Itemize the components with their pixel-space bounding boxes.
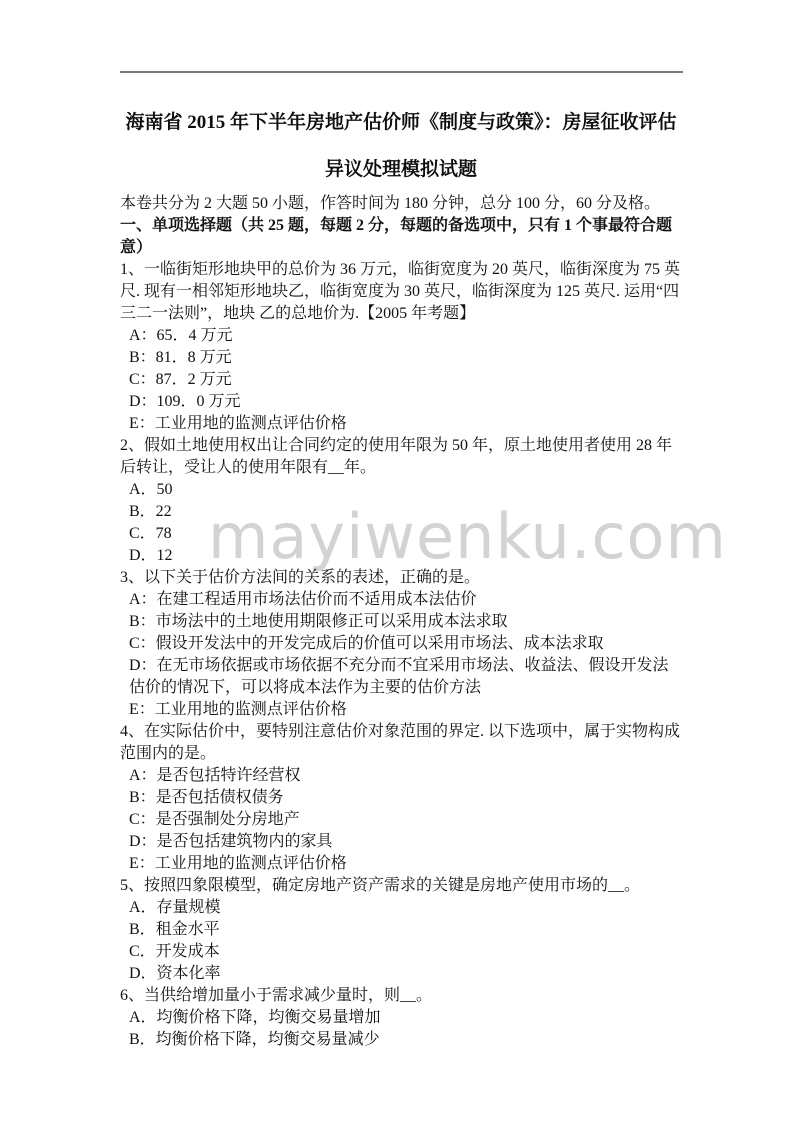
option-line: D．12 xyxy=(129,547,173,564)
question-text: 5、按照四象限模型，确定房地产资产需求的关键是房地产使用市场的__。 xyxy=(120,877,641,894)
option-line: A：在建工程适用市场法估价而不适用成本法估价 xyxy=(129,591,477,608)
question-text: 6、当供给增加量小于需求减少量时，则__。 xyxy=(120,987,433,1004)
document-body xyxy=(120,193,682,1051)
question-text: 2、假如土地使用权出让合同约定的使用年限为 50 年，原土地使用者使用 28 年后转让，受让人的使用年限有__年。 xyxy=(120,437,673,476)
question-text: 1、一临街矩形地块甲的总价为 36 万元，临街宽度为 20 英尺，临街深度为 75 英尺. 现有一相邻矩形地块乙，临街宽度为 30 英尺，临街深度为 125 英尺. 运用“四三二一法则”，地块 乙的总地价为.【2005 年考题】 xyxy=(120,261,681,322)
question-block xyxy=(120,567,682,721)
header-rule xyxy=(120,71,683,73)
exam-intro: 本卷共分为 2 大题 50 小题，作答时间为 180 分钟，总分 100 分，60 分及格。 xyxy=(120,195,661,212)
option-line: E：工业用地的监测点评估价格 xyxy=(129,855,347,872)
option-line: E：工业用地的监测点评估价格 xyxy=(129,701,347,718)
document-title-line2: 异议处理模拟试题 xyxy=(324,159,477,180)
option-line: E：工业用地的监测点评估价格 xyxy=(129,415,347,432)
question-block xyxy=(120,875,682,985)
option-line: C：假设开发法中的开发完成后的价值可以采用市场法、成本法求取 xyxy=(129,635,604,652)
question-block xyxy=(120,259,682,435)
option-line: B．均衡价格下降，均衡交易量减少 xyxy=(129,1031,380,1048)
option-line: A．存量规模 xyxy=(129,899,221,916)
option-line: B．22 xyxy=(129,503,172,520)
document-content xyxy=(120,0,682,1051)
question-block xyxy=(120,985,682,1051)
question-block xyxy=(120,721,682,875)
option-line: B：市场法中的土地使用期限修正可以采用成本法求取 xyxy=(129,613,508,630)
option-line: D．资本化率 xyxy=(129,965,221,982)
watermark-text: mayiwenku.com xyxy=(208,500,727,573)
option-line: B：是否包括债权债务 xyxy=(129,789,284,806)
option-line: A：65．4 万元 xyxy=(129,327,233,344)
option-line: C．开发成本 xyxy=(129,943,220,960)
option-line: A．50 xyxy=(129,481,173,498)
section-header: 一、单项选择题（共 25 题，每题 2 分，每题的备选项中，只有 1 个事最符合题意） xyxy=(120,217,673,256)
document-title-line1: 海南省 2015 年下半年房地产估价师《制度与政策》：房屋征收评估 xyxy=(125,112,677,133)
option-line: C．78 xyxy=(129,525,172,542)
question-text: 3、以下关于估价方法间的关系的表述，正确的是。 xyxy=(120,569,481,586)
question-text: 4、在实际估价中，要特别注意估价对象范围的界定. 以下选项中，属于实物构成范围内的是。 xyxy=(120,723,681,762)
option-line: B：81．8 万元 xyxy=(129,349,232,366)
option-line: C：87．2 万元 xyxy=(129,371,232,388)
option-line: C：是否强制处分房地产 xyxy=(129,811,300,828)
option-line: A．均衡价格下降，均衡交易量增加 xyxy=(129,1009,381,1026)
option-line: D：109．0 万元 xyxy=(129,393,241,410)
question-list xyxy=(120,259,682,1051)
option-line: B．租金水平 xyxy=(129,921,220,938)
document-title xyxy=(120,99,682,193)
option-line: D：是否包括建筑物内的家具 xyxy=(129,833,333,850)
question-block xyxy=(120,435,682,567)
option-line: A：是否包括特许经营权 xyxy=(129,767,301,784)
option-line: D：在无市场依据或市场依据不充分而不宜采用市场法、收益法、假设开发法估价的情况下，可以将成本法作为主要的估价方法 xyxy=(129,657,669,696)
